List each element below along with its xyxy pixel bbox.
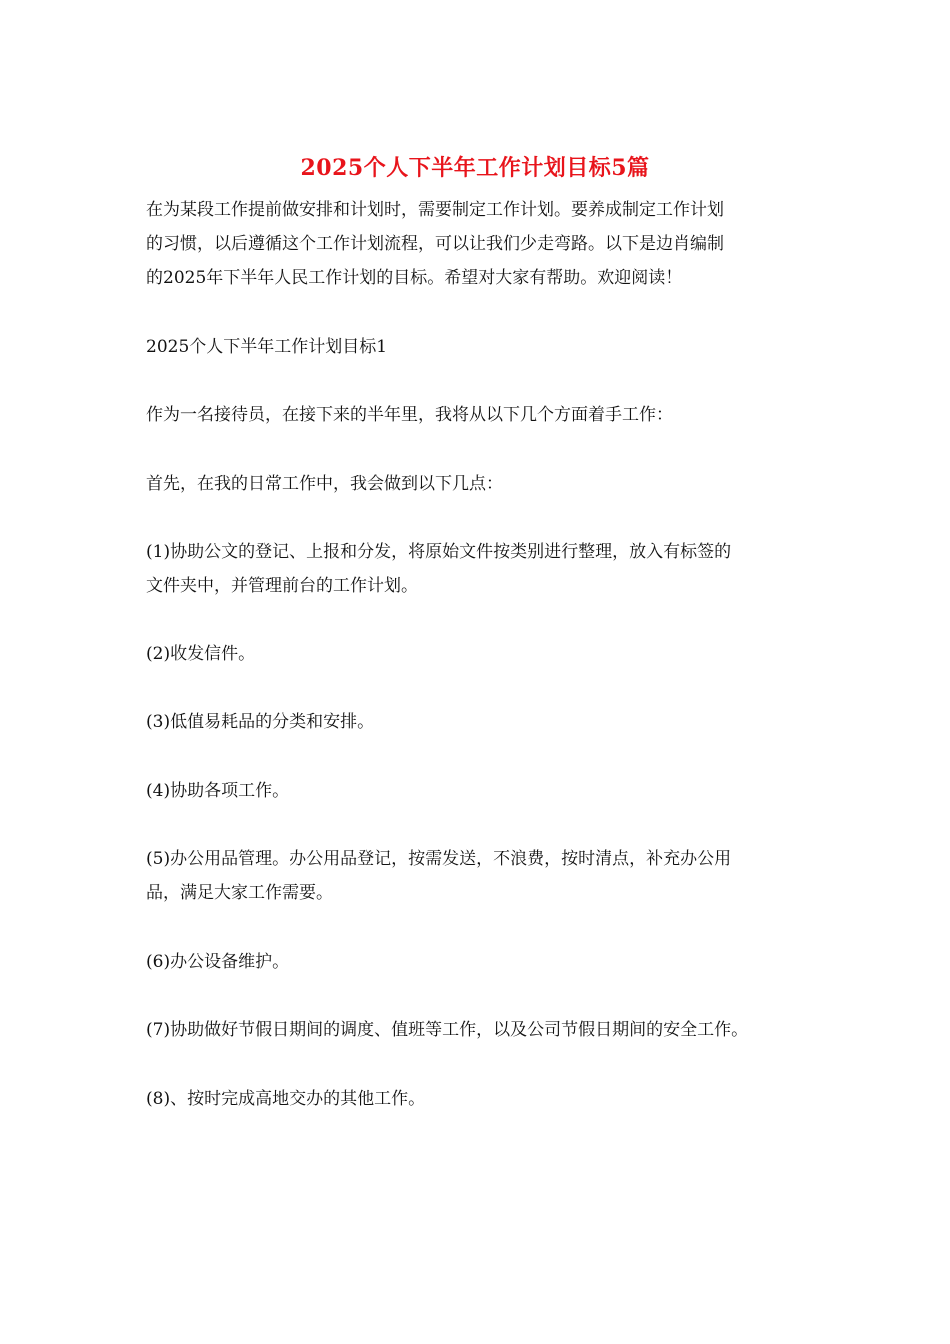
paragraph-1: 作为一名接待员，在接下来的半年里，我将从以下几个方面着手工作： <box>146 405 673 425</box>
list-item-6: (6)办公设备维护。 <box>146 952 290 972</box>
intro-line-3: 的2025年下半年人民工作计划的目标。希望对大家有帮助。欢迎阅读！ <box>146 268 683 288</box>
section-heading: 2025个人下半年工作计划目标1 <box>146 337 388 357</box>
document-title: 2025个人下半年工作计划目标5篇 <box>300 155 650 181</box>
list-item-1-line-1: (1)协助公文的登记、上报和分发，将原始文件按类别进行整理，放入有标签的 <box>146 542 732 562</box>
list-item-8: (8)、按时完成高地交办的其他工作。 <box>146 1089 426 1109</box>
list-item-5-line-1: (5)办公用品管理。办公用品登记，按需发送，不浪费，按时清点，补充办公用 <box>146 849 732 869</box>
intro-line-2: 的习惯，以后遵循这个工作计划流程，可以让我们少走弯路。以下是边肖编制 <box>146 234 724 254</box>
list-item-7: (7)协助做好节假日期间的调度、值班等工作，以及公司节假日期间的安全工作。 <box>146 1020 749 1040</box>
list-item-3: (3)低值易耗品的分类和安排。 <box>146 712 375 732</box>
list-item-5-line-2: 品，满足大家工作需要。 <box>146 883 333 903</box>
list-item-2: (2)收发信件。 <box>146 644 256 664</box>
intro-line-1: 在为某段工作提前做安排和计划时，需要制定工作计划。要养成制定工作计划 <box>146 200 724 220</box>
paragraph-2: 首先，在我的日常工作中，我会做到以下几点： <box>146 474 503 494</box>
list-item-1-line-2: 文件夹中，并管理前台的工作计划。 <box>146 576 418 596</box>
list-item-4: (4)协助各项工作。 <box>146 781 290 801</box>
